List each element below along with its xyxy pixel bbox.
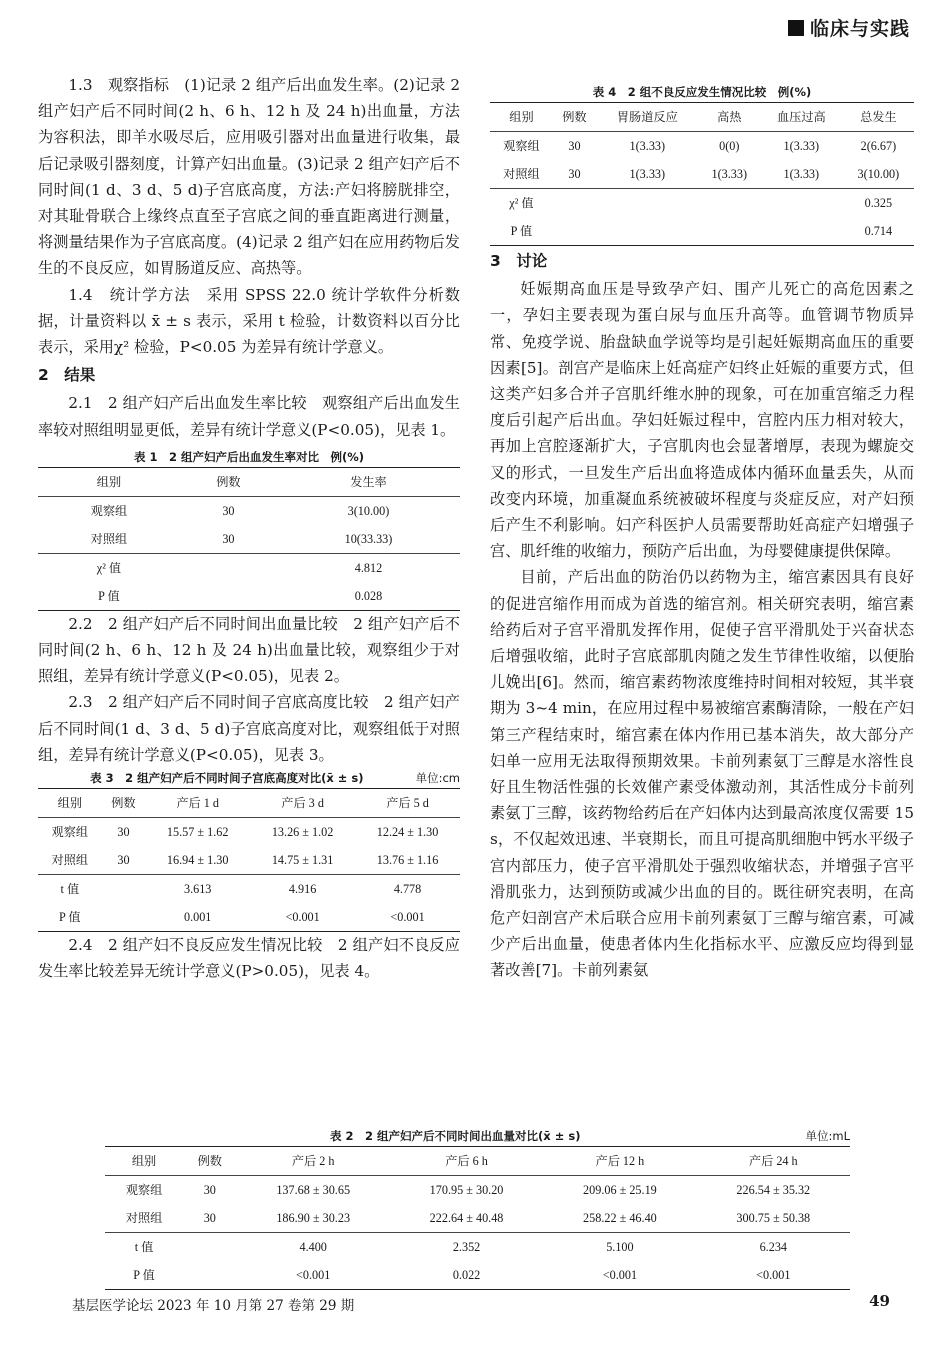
paragraph-2-2: 2.2 2 组产妇产后不同时间出血量比较 2 组产妇产后不同时间(2 h、6 h、12 h 及 24 h)出血量比较，观察组少于对照组，差异有统计学意义(P<0.05)，见表 2。 bbox=[38, 614, 460, 686]
table-cell bbox=[596, 217, 699, 246]
table-cell: 14.75 ± 1.31 bbox=[271, 853, 334, 868]
table-cell bbox=[183, 1261, 236, 1290]
table-cell bbox=[102, 875, 146, 904]
paragraph-2-1: 2.1 2 组产妇产后出血发生率比较 观察组产后出血发生率较对照组明显更低，差异有统计学意义(P<0.05)，见表 1。 bbox=[38, 394, 460, 439]
table-cell: 16.94 ± 1.30 bbox=[166, 853, 229, 868]
table-cell: 209.06 ± 25.19 bbox=[543, 1176, 696, 1205]
table-cell: 0.714 bbox=[843, 217, 914, 246]
table-header-cell: 胃肠道反应 bbox=[596, 103, 699, 132]
table-cell: 1(3.33) bbox=[783, 167, 820, 181]
page-number: 49 bbox=[869, 1292, 890, 1310]
table-cell: <0.001 bbox=[355, 903, 460, 932]
left-column bbox=[38, 72, 460, 984]
paragraph-2-3: 2.3 2 组产妇产后不同时间子宫底高度比较 2 组产妇产后不同时间(1 d、3 d、5 d)子宫底高度对比，观察组低于对照组，差异有统计学意义(P<0.05)，见表 3。 bbox=[38, 693, 460, 764]
table-cell: P 值 bbox=[105, 1261, 183, 1290]
table-cell: 2.352 bbox=[390, 1233, 543, 1262]
table-cell bbox=[553, 217, 596, 246]
table-cell: <0.001 bbox=[250, 903, 355, 932]
table-4-caption: 表 4 2 组不良反应发生情况比较 例(%) bbox=[592, 85, 812, 99]
table-cell: 30 bbox=[183, 1176, 236, 1205]
table-cell: 6.234 bbox=[697, 1233, 850, 1262]
table-4-grid bbox=[490, 102, 914, 246]
table-cell: 0.028 bbox=[277, 582, 460, 611]
table-cell: 30 bbox=[180, 496, 277, 525]
table-header-cell: 组别 bbox=[490, 103, 553, 132]
table-cell: 30 bbox=[568, 167, 581, 181]
table-header-cell: 例数 bbox=[553, 103, 596, 132]
table-cell: 186.90 ± 30.23 bbox=[276, 1211, 351, 1225]
table-header-cell: 总发生 bbox=[843, 103, 914, 132]
journal-footer: 基层医学论坛 2023 年 10 月第 27 卷第 29 期 bbox=[72, 1298, 355, 1314]
table-cell: 0.022 bbox=[390, 1261, 543, 1290]
table-cell: <0.001 bbox=[543, 1261, 696, 1290]
table-header-cell: 发生率 bbox=[277, 467, 460, 496]
table-cell: t 值 bbox=[38, 875, 102, 904]
table-cell: 对照组 bbox=[90, 531, 128, 546]
table-cell: 10(33.33) bbox=[344, 531, 393, 546]
table-cell: 15.57 ± 1.62 bbox=[145, 818, 250, 847]
section-header bbox=[788, 14, 910, 41]
table-2 bbox=[105, 1126, 850, 1290]
table-cell: 1(3.33) bbox=[629, 167, 666, 181]
table-header-cell: 例数 bbox=[102, 789, 146, 818]
table-2-caption: 表 2 2 组产妇产后不同时间出血量对比(x̄ ± s) bbox=[330, 1129, 581, 1143]
table-cell: <0.001 bbox=[237, 1261, 390, 1290]
table-cell: 4.400 bbox=[237, 1233, 390, 1262]
table-cell: 13.76 ± 1.16 bbox=[376, 853, 439, 868]
table-cell bbox=[553, 189, 596, 218]
table-header-cell: 产后 24 h bbox=[697, 1147, 850, 1176]
table-cell bbox=[180, 553, 277, 582]
table-cell: 对照组 bbox=[503, 167, 540, 181]
table-cell: 4.778 bbox=[355, 875, 460, 904]
table-cell bbox=[596, 189, 699, 218]
table-cell: 300.75 ± 50.38 bbox=[736, 1211, 811, 1225]
table-header-cell: 组别 bbox=[105, 1147, 183, 1176]
heading-discussion: 3 讨论 bbox=[490, 252, 548, 270]
table-cell: P 值 bbox=[38, 903, 102, 932]
section-title: 临床与实践 bbox=[809, 18, 910, 40]
table-cell: 3(10.00) bbox=[857, 167, 900, 181]
table-header-cell: 组别 bbox=[38, 467, 180, 496]
table-cell: 3(10.00) bbox=[277, 496, 460, 525]
table-cell: 1(3.33) bbox=[596, 132, 699, 161]
table-cell: 137.68 ± 30.65 bbox=[237, 1176, 390, 1205]
table-cell: 对照组 bbox=[51, 853, 89, 868]
table-cell: 对照组 bbox=[125, 1211, 163, 1225]
table-cell: 13.26 ± 1.02 bbox=[250, 818, 355, 847]
table-cell: 0.001 bbox=[145, 903, 250, 932]
table-header-cell: 例数 bbox=[180, 467, 277, 496]
header-square-icon bbox=[788, 20, 804, 36]
table-3-caption: 表 3 2 组产妇产后不同时间子宫底高度对比(x̄ ± s) bbox=[90, 771, 364, 786]
table-1-grid bbox=[38, 467, 460, 611]
table-cell: 1(3.33) bbox=[760, 132, 843, 161]
table-cell: 观察组 bbox=[38, 818, 102, 847]
table-cell: 观察组 bbox=[38, 496, 180, 525]
paragraph-2-4: 2.4 2 组产妇不良反应发生情况比较 2 组产妇不良反应发生率比较差异无统计学意义(P>0.05)，见表 4。 bbox=[38, 936, 460, 981]
table-header-cell: 高热 bbox=[699, 103, 760, 132]
table-cell: 2(6.67) bbox=[843, 132, 914, 161]
table-2-grid bbox=[105, 1146, 850, 1290]
table-cell bbox=[180, 582, 277, 611]
table-cell: 258.22 ± 46.40 bbox=[583, 1211, 657, 1225]
paragraph-1-4: 1.4 统计学方法 采用 SPSS 22.0 统计学软件分析数据，计量资料以 x̄ ± s 表示，采用 t 检验，计数资料以百分比表示，采用χ² 检验，P<0.05 为差异有统计学意义。 bbox=[38, 285, 460, 357]
table-1-caption: 表 1 2 组产妇产后出血发生率对比 例(%) bbox=[133, 449, 365, 464]
table-3 bbox=[38, 768, 460, 932]
table-2-caption-row bbox=[105, 1126, 850, 1146]
table-cell: 30 bbox=[203, 1211, 216, 1225]
table-cell: 12.24 ± 1.30 bbox=[355, 818, 460, 847]
table-header-cell: 血压过高 bbox=[760, 103, 843, 132]
table-cell: 观察组 bbox=[105, 1176, 183, 1205]
table-cell bbox=[699, 217, 760, 246]
table-header-cell: 例数 bbox=[183, 1147, 236, 1176]
table-cell bbox=[183, 1233, 236, 1262]
table-cell bbox=[699, 189, 760, 218]
table-cell: 30 bbox=[553, 132, 596, 161]
table-3-caption-row bbox=[38, 768, 460, 788]
table-cell bbox=[102, 903, 146, 932]
table-cell: P 值 bbox=[490, 217, 553, 246]
table-cell: 30 bbox=[222, 531, 235, 546]
paragraph-discussion-2: 目前，产后出血的防治仍以药物为主，缩宫素因具有良好的促进宫缩作用而成为首选的缩宫剂。相关研究表明，缩宫素给药后对子宫平滑肌发挥作用，促使子宫平滑肌处于兴奋状态后增强收缩，此时子宫底部肌肉随之发生节律性收缩，以便胎儿娩出[6]。然而，缩宫素药物浓度维持时间相对较短，其半衰期为 3~4 min，在应用过程中易被缩宫素酶清除，一般在产妇第三产程结束时，缩宫素在体内作用已基本消失，故大部分产妇单一应用无法取得预期效果。卡前列素氨丁三醇是水溶性良好且生物活性强的长效催产素受体激动剂，其活性成分卡前列素氨丁三醇，该药物给药后在产妇体内达到最高浓度仅需要 15 s，不仅起效迅速、半衰期长，而且可提高肌细胞中钙水平级子宫内部压力，使子宫平滑肌处于强烈收缩状态，并增强子宫平滑肌张力，达到预防或减少出血的目的。既往研究表明，在高危产妇剖宫产术后联合应用卡前列素氨丁三醇与缩宫素，可减少产后出血量，使患者体内生化指标水平、应激反应均得到显著改善[7]。卡前列素氨 bbox=[490, 568, 914, 980]
table-cell: 170.95 ± 30.20 bbox=[390, 1176, 543, 1205]
table-cell: χ² 值 bbox=[490, 189, 553, 218]
table-cell: 4.812 bbox=[277, 553, 460, 582]
table-header-cell: 产后 5 d bbox=[355, 789, 460, 818]
right-column bbox=[490, 82, 914, 984]
table-cell: 30 bbox=[102, 818, 146, 847]
table-cell: 30 bbox=[117, 853, 130, 868]
table-cell: 观察组 bbox=[490, 132, 553, 161]
table-header-cell: 产后 3 d bbox=[250, 789, 355, 818]
table-cell: 226.54 ± 35.32 bbox=[697, 1176, 850, 1205]
table-4 bbox=[490, 82, 914, 246]
table-1 bbox=[38, 447, 460, 611]
table-2-unit: 单位:mL bbox=[805, 1129, 850, 1143]
table-header-cell: 产后 2 h bbox=[237, 1147, 390, 1176]
paragraph-1-3: 1.3 观察指标 (1)记录 2 组产后出血发生率。(2)记录 2 组产妇产后不同时间(2 h、6 h、12 h 及 24 h)出血量，方法为容积法，即羊水吸尽后，应用吸引器对出血量进行收集，最后记录吸引器刻度，计算产妇出血量。(3)记录 2 组产妇产后不同时间(1 d、3 d、5 d)子宫底高度，方法:产妇将膀胱排空，对其耻骨联合上缘终点直至子宫底之间的垂直距离进行测量，将测量结果作为子宫底高度。(4)记录 2 组产妇在应用药物后发生的不良反应，如胃肠道反应、高热等。 bbox=[38, 76, 460, 278]
table-cell: 0(0) bbox=[699, 132, 760, 161]
heading-results: 2 结果 bbox=[38, 366, 96, 385]
table-cell: 3.613 bbox=[145, 875, 250, 904]
table-cell: 222.64 ± 40.48 bbox=[429, 1211, 504, 1225]
table-3-unit: 单位:cm bbox=[415, 771, 460, 786]
table-cell: 0.325 bbox=[843, 189, 914, 218]
table-cell: t 值 bbox=[105, 1233, 183, 1262]
table-cell: 1(3.33) bbox=[711, 167, 748, 181]
table-header-cell: 产后 1 d bbox=[145, 789, 250, 818]
table-cell bbox=[760, 189, 843, 218]
table-header-cell: 产后 6 h bbox=[390, 1147, 543, 1176]
table-header-cell: 组别 bbox=[38, 789, 102, 818]
table-header-cell: 产后 12 h bbox=[543, 1147, 696, 1176]
table-cell: 4.916 bbox=[250, 875, 355, 904]
table-cell: χ² 值 bbox=[38, 553, 180, 582]
table-3-grid bbox=[38, 788, 460, 932]
table-cell: 5.100 bbox=[543, 1233, 696, 1262]
paragraph-discussion-1: 妊娠期高血压是导致孕产妇、围产儿死亡的高危因素之一，孕妇主要表现为蛋白尿与血压升高等。血管调节物质异常、免疫学说、胎盘缺血学说等均是引起妊娠期高血压的重要因素[5]。剖宫产是临床上妊高症产妇终止妊娠的重要方式，但这类产妇多合并子宫肌纤维水肿的现象，可在加重宫缩乏力程度后引起产后出血。孕妇妊娠过程中，宫腔内压力相对较大，再加上宫腔逐渐扩大，子宫肌肉也会显著增厚，表现为螺旋交叉的形式，一旦发生产后出血将造成体内循环血量丢失，从而改变内环境，加重凝血系统被破坏程度与炎症反应，对产妇预后产生不利影响。妇产科医护人员需要帮助妊高症产妇增强子宫、肌纤维的收缩力，预防产后出血，为母婴健康提供保障。 bbox=[490, 280, 914, 561]
table-cell: P 值 bbox=[38, 582, 180, 611]
table-cell bbox=[760, 217, 843, 246]
table-cell: <0.001 bbox=[697, 1261, 850, 1290]
